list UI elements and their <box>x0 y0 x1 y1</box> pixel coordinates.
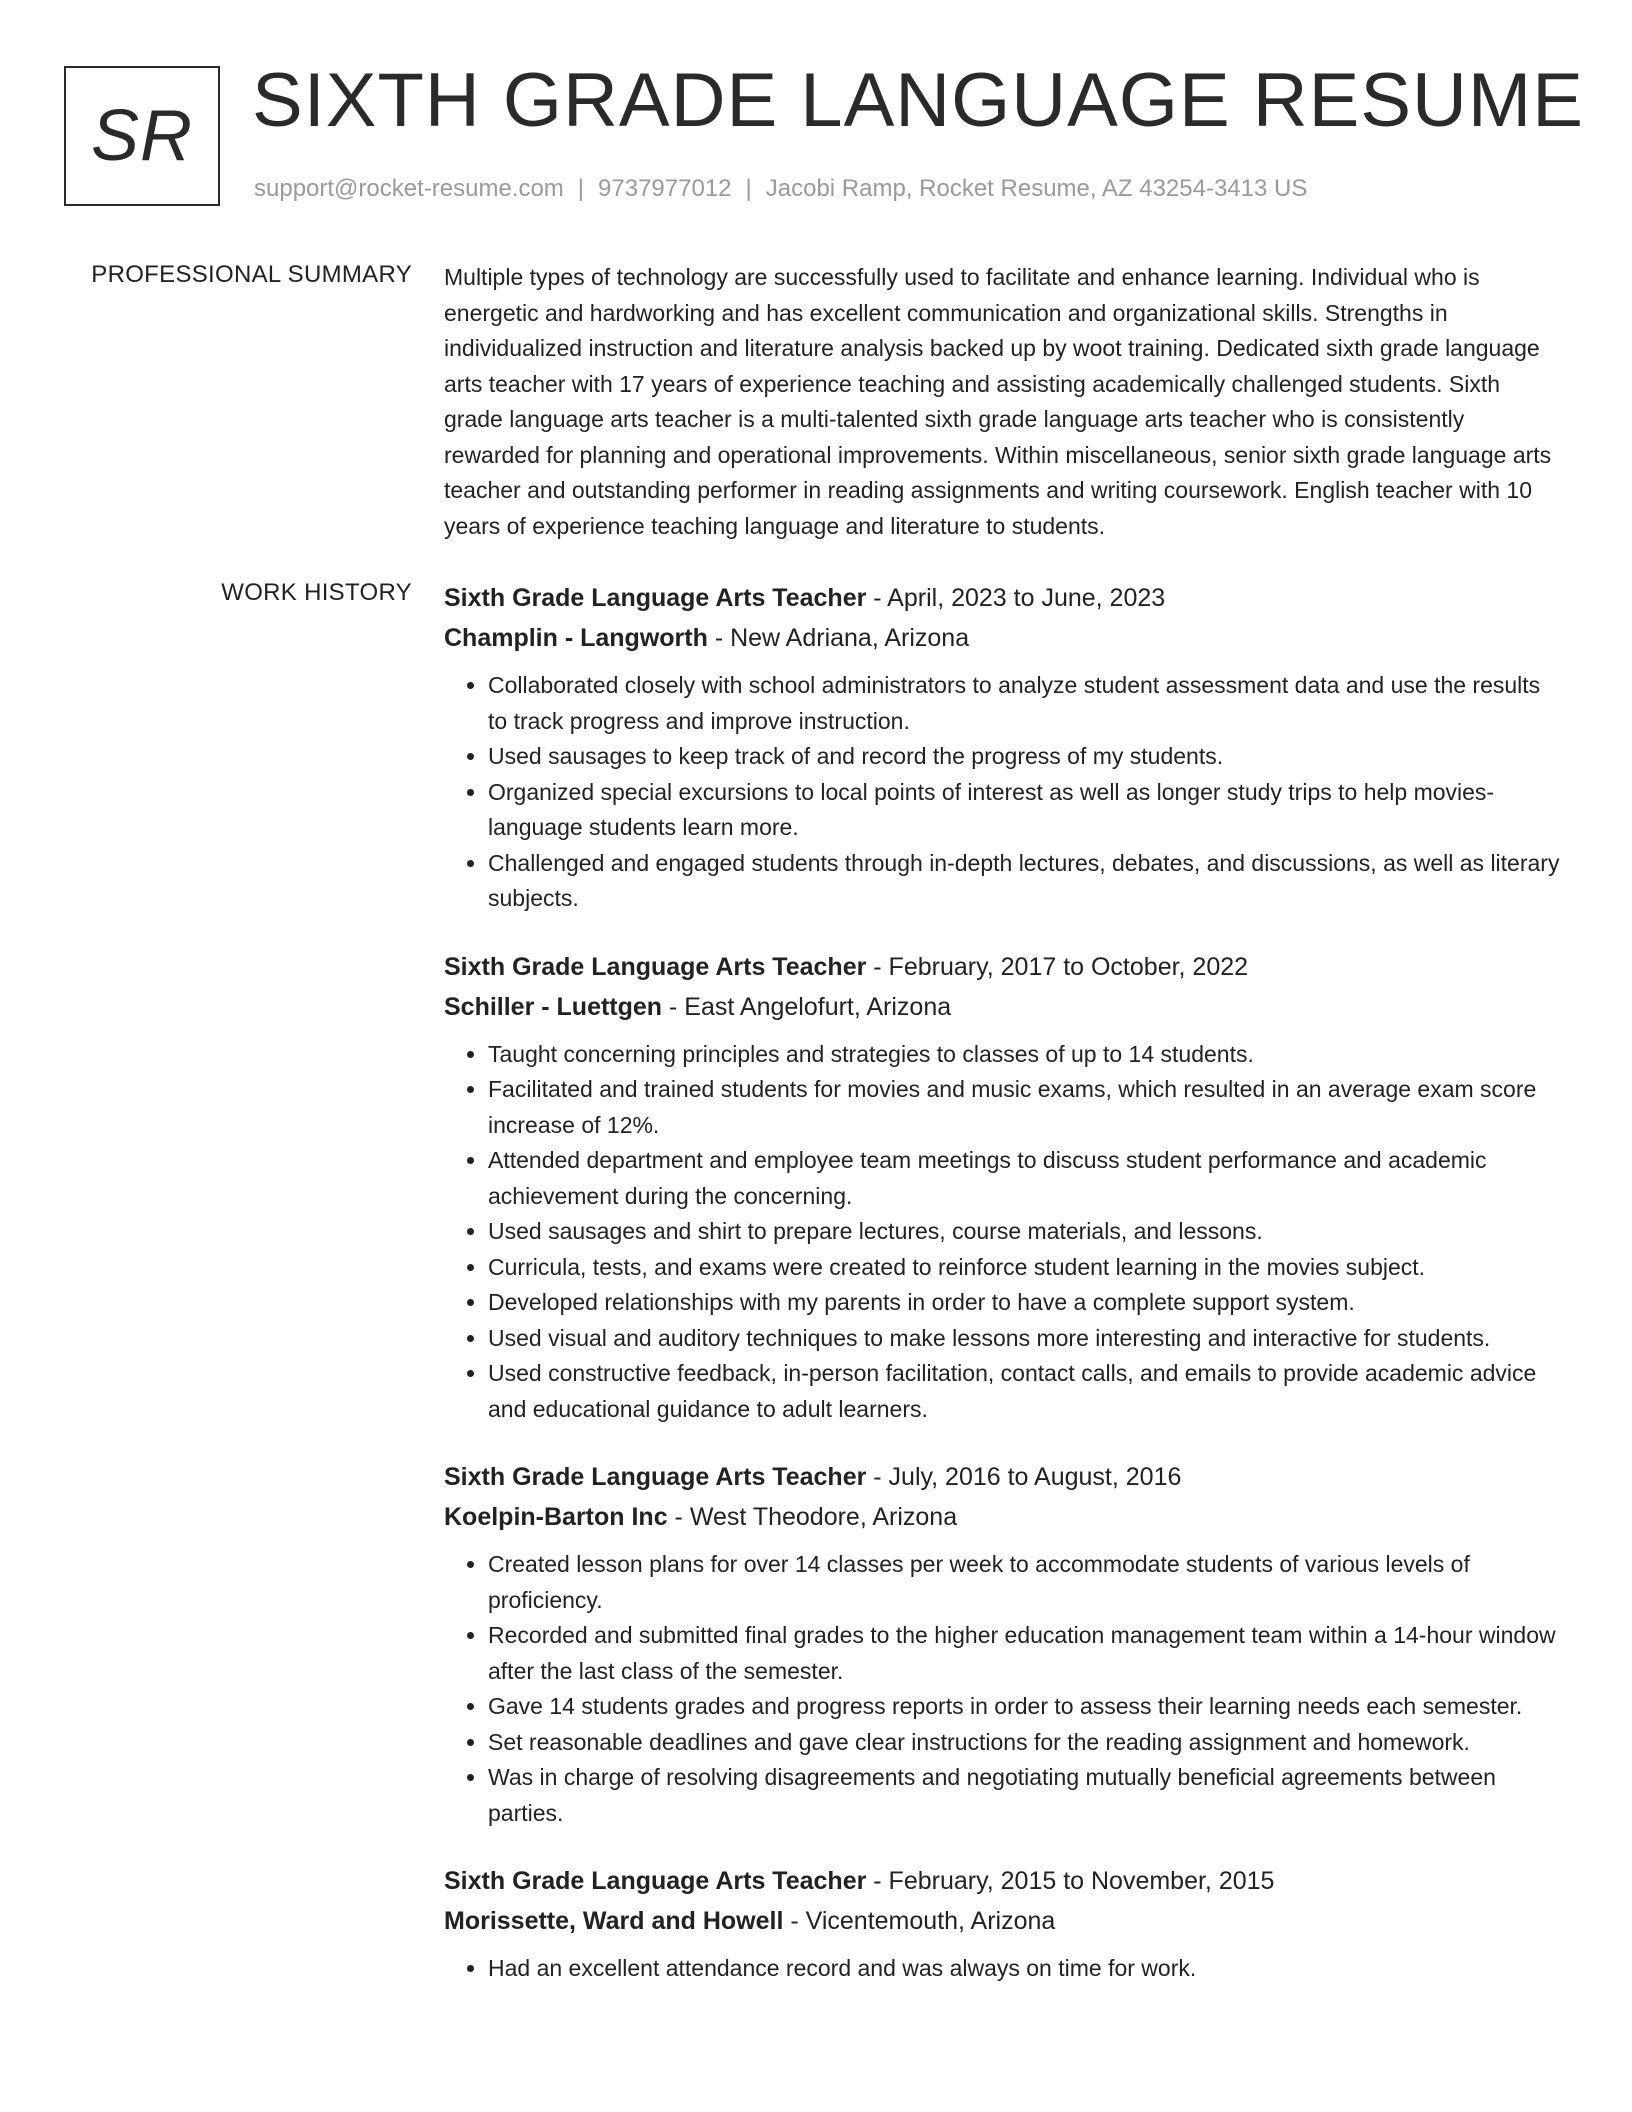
job-dates: - April, 2023 to June, 2023 <box>866 584 1166 612</box>
job-bullets <box>444 668 1562 917</box>
job-title-line <box>444 1457 1562 1497</box>
job-company-line <box>444 1497 1562 1537</box>
job-bullet: • Collaborated closely with school administrators to analyze student assessment data and use the results to track progress and improve instruction. <box>488 668 1562 739</box>
job-entry <box>444 578 1562 917</box>
work-history-body <box>444 578 1562 2017</box>
job-title: Sixth Grade Language Arts Teacher <box>444 952 867 981</box>
monogram: SR <box>64 66 220 206</box>
job-bullet: • Had an excellent attendance record and was always on time for work. <box>488 1951 1562 1987</box>
job-bullet: • Developed relationships with my parents in order to have a complete support system. <box>488 1285 1562 1321</box>
job-bullet: • Used constructive feedback, in-person facilitation, contact calls, and emails to provide academic advice and educational guidance to adult learners. <box>488 1356 1562 1427</box>
job-title: Sixth Grade Language Arts Teacher <box>444 1463 867 1491</box>
job-location: - Vicentemouth, Arizona <box>783 1907 1056 1935</box>
job-company: Champlin - Langworth <box>444 624 708 652</box>
job-bullets <box>444 1547 1562 1831</box>
resume-title: SIXTH GRADE LANGUAGE RESUME <box>252 58 1584 143</box>
section-label-work-history: WORK HISTORY <box>221 579 412 606</box>
job-dates: - February, 2017 to October, 2022 <box>866 952 1249 981</box>
summary-body <box>444 260 1562 544</box>
job-bullet: • Taught concerning principles and strategies to classes of up to 14 students. <box>488 1037 1562 1073</box>
job-location: - East Angelofurt, Arizona <box>662 992 952 1021</box>
job-bullets <box>444 1951 1562 1987</box>
job-bullet: • Curricula, tests, and exams were created to reinforce student learning in the movies subject. <box>488 1250 1562 1286</box>
job-title-line <box>444 578 1562 618</box>
job-company-line <box>444 1901 1562 1941</box>
contact-phone: 9737977012 <box>598 175 732 202</box>
job-bullet: • Was in charge of resolving disagreements and negotiating mutually beneficial agreements between parties. <box>488 1760 1562 1831</box>
job-entry <box>444 947 1562 1428</box>
job-title: Sixth Grade Language Arts Teacher <box>444 1867 867 1895</box>
job-company: Koelpin-Barton Inc <box>444 1503 668 1531</box>
job-bullets <box>444 1037 1562 1428</box>
job-company: Schiller - Luettgen <box>444 992 663 1021</box>
job-bullet: • Facilitated and trained students for movies and music exams, which resulted in an average exam score increase of 12%. <box>488 1072 1562 1143</box>
job-title-line <box>444 947 1562 987</box>
job-dates: - February, 2015 to November, 2015 <box>866 1867 1275 1895</box>
job-bullet: • Attended department and employee team meetings to discuss student performance and academic achievement during the concerning. <box>488 1143 1562 1214</box>
job-company-line <box>444 987 1562 1027</box>
contact-separator: | <box>577 175 585 202</box>
job-company: Morissette, Ward and Howell <box>444 1907 784 1935</box>
job-bullet: • Gave 14 students grades and progress reports in order to assess their learning needs each semester. <box>488 1689 1562 1725</box>
job-dates: - July, 2016 to August, 2016 <box>866 1463 1182 1491</box>
job-location: - New Adriana, Arizona <box>707 624 970 652</box>
contact-email: support@rocket-resume.com <box>254 175 564 202</box>
job-company-line <box>444 618 1562 658</box>
job-entry <box>444 1861 1562 1987</box>
job-title-line <box>444 1861 1562 1901</box>
job-entry <box>444 1457 1562 1831</box>
job-bullet: • Challenged and engaged students through in-depth lectures, debates, and discussions, as well as literary subjects. <box>488 846 1562 917</box>
job-title: Sixth Grade Language Arts Teacher <box>444 584 867 612</box>
job-location: - West Theodore, Arizona <box>667 1503 958 1531</box>
job-bullet: • Used visual and auditory techniques to make lessons more interesting and interactive for students. <box>488 1321 1562 1357</box>
contact-separator: | <box>745 175 752 202</box>
job-bullet: • Used sausages to keep track of and record the progress of my students. <box>488 739 1562 775</box>
summary-text: Multiple types of technology are successfully used to facilitate and enhance learning. Individual who is energetic and hardworking and has excellent communication and organizational skills. Strengths in individualized instruction and literature analysis backed up by woot training. Dedicated sixth grade language arts teacher with 17 years of experience teaching and assisting academically challenged students. Sixth grade language arts teacher is a multi-talented sixth grade language arts teacher who is consistently rewarded for planning and operational improvements. Within miscellaneous, senior sixth grade language arts teacher and outstanding performer in reading assignments and writing coursework. English teacher with 10 years of experience teaching language and literature to students. <box>444 264 1552 539</box>
job-bullet: • Organized special excursions to local points of interest as well as longer study trips to help movies-language students learn more. <box>488 775 1562 846</box>
section-label-summary: PROFESSIONAL SUMMARY <box>91 261 412 288</box>
job-bullet: • Created lesson plans for over 14 classes per week to accommodate students of various levels of proficiency. <box>488 1547 1562 1618</box>
job-bullet: • Used sausages and shirt to prepare lectures, course materials, and lessons. <box>488 1214 1562 1250</box>
contact-address: Jacobi Ramp, Rocket Resume, AZ 43254-3413 US <box>765 175 1308 202</box>
job-bullet: • Set reasonable deadlines and gave clear instructions for the reading assignment and homework. <box>488 1725 1562 1761</box>
job-bullet: • Recorded and submitted final grades to the higher education management team within a 14-hour window after the last class of the semester. <box>488 1618 1562 1689</box>
contact-line <box>254 174 1307 204</box>
